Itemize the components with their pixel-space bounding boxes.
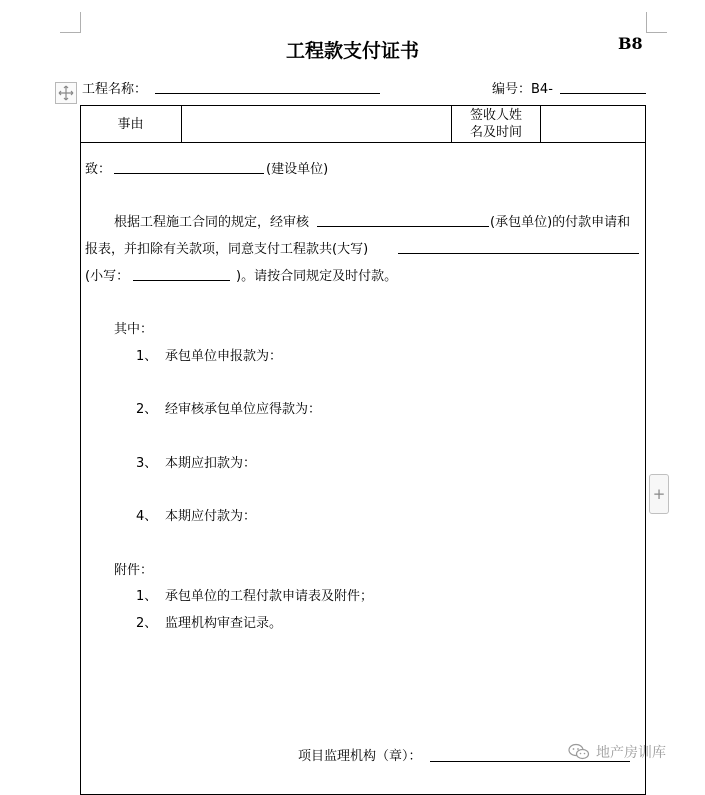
reason-cell[interactable] [182, 106, 450, 142]
signer-label-line1: 签收人姓 [469, 108, 522, 123]
to-label: 致： [85, 162, 112, 177]
form-title: 工程款支付证书 [285, 40, 419, 62]
item-number: 1、 [136, 349, 158, 364]
item-text: 本期应付款为： [165, 509, 257, 524]
item-number: 4、 [136, 509, 158, 524]
watermark-text: 地产房训库 [596, 745, 666, 761]
paragraph-line1-end: (承包单位)的付款申请和 [490, 215, 631, 230]
project-name-label: 工程名称： [82, 82, 148, 97]
item-number: 3、 [136, 456, 158, 471]
watermark [568, 742, 666, 762]
item-text: 本期应扣款为： [165, 456, 257, 471]
header-row-divider [80, 142, 646, 143]
paragraph-line1-start: 根据工程施工合同的规定，经审核 [114, 215, 310, 230]
attachment-number: 1、 [136, 589, 158, 604]
signer-label-line2: 名及时间 [469, 125, 522, 140]
paragraph-line3-start: (小写： [85, 269, 130, 284]
attachment-text: 监理机构审查记录。 [165, 616, 283, 631]
among-label: 其中： [114, 322, 154, 337]
reason-label: 事由 [117, 117, 144, 132]
project-name-field[interactable] [155, 93, 380, 94]
add-row-button[interactable] [649, 474, 669, 514]
contractor-field[interactable] [317, 226, 489, 227]
to-field[interactable] [114, 173, 264, 174]
move-icon [58, 85, 74, 101]
number-label: 编号：B4- [492, 82, 553, 97]
signer-cell[interactable] [541, 106, 645, 142]
attachment-text: 承包单位的工程付款申请表及附件； [165, 589, 374, 604]
item-number: 2、 [136, 402, 158, 417]
item-text: 承包单位申报款为： [165, 349, 283, 364]
number-field[interactable] [560, 93, 646, 94]
page-corner-marker-left [60, 12, 81, 33]
plus-icon: + [652, 485, 666, 503]
table-move-icon[interactable] [55, 82, 77, 104]
supervisor-seal-label: 项目监理机构（章）： [298, 749, 422, 764]
amount-words-field[interactable] [398, 253, 639, 254]
attachment-number: 2、 [136, 616, 158, 631]
attachments-label: 附件： [114, 563, 154, 578]
item-text: 经审核承包单位应得款为： [165, 402, 322, 417]
form-frame [80, 105, 646, 795]
paragraph-line3-end: )。请按合同规定及时付款。 [236, 269, 398, 284]
form-code: B8 [618, 34, 643, 53]
to-suffix: (建设单位) [266, 162, 329, 177]
page-corner-marker-right [646, 12, 667, 33]
wechat-icon [568, 743, 590, 761]
paragraph-line2: 报表，并扣除有关款项，同意支付工程款共(大写) [85, 242, 369, 257]
amount-figures-field[interactable] [133, 280, 230, 281]
